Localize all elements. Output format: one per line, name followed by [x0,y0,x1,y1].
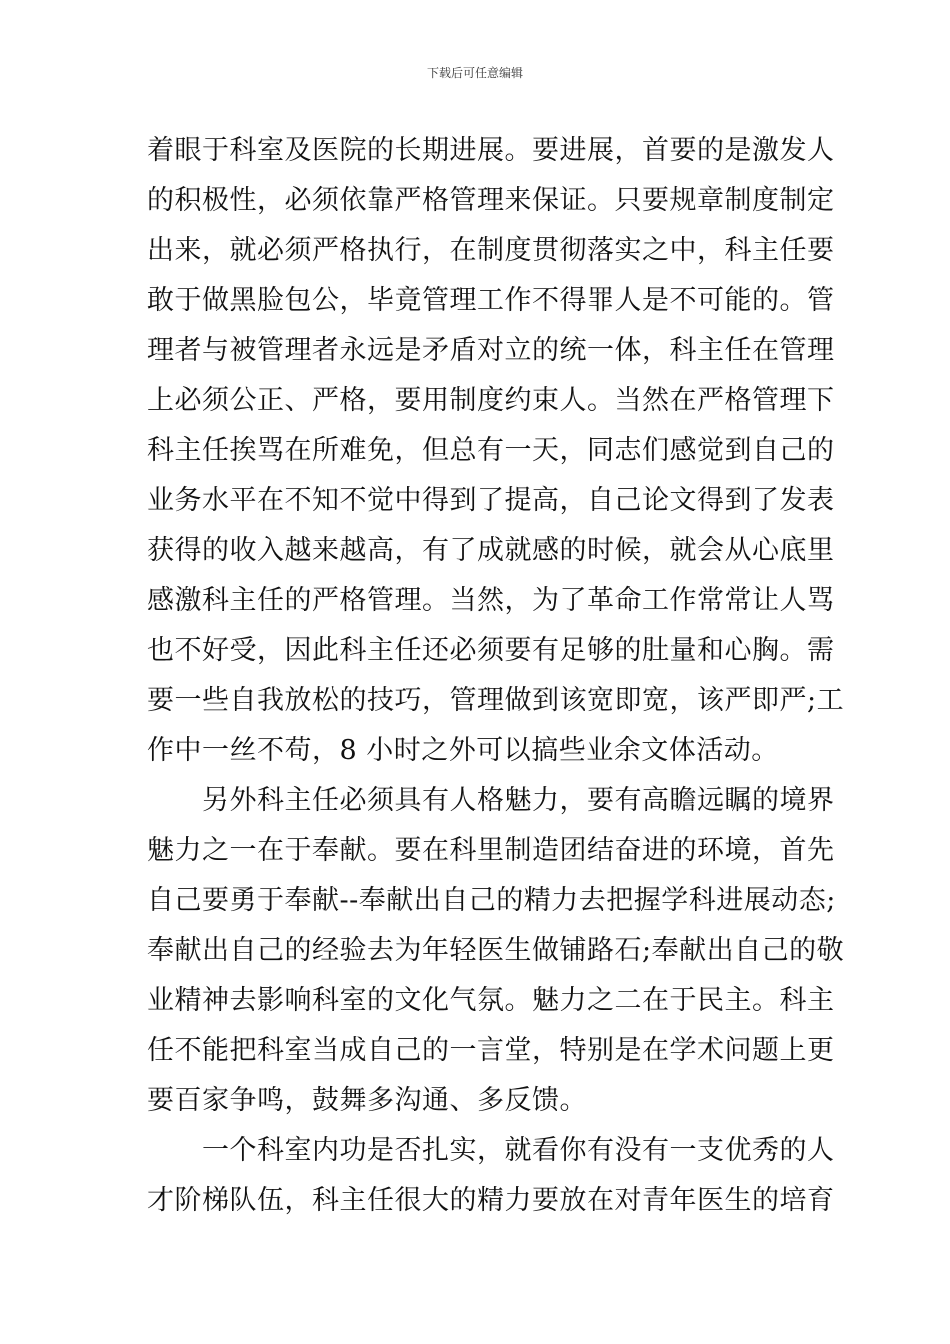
text-line: 敢于做黑脸包公，毕竟管理工作不得罪人是不可能的。管 [147,285,835,316]
text-line: 奉献出自己的经验去为年轻医生做铺路石;奉献出自己的敬 [147,935,845,966]
text-line: 也不好受，因此科主任还必须要有足够的肚量和心胸。需 [147,635,835,666]
paragraph-2 [147,778,845,1128]
text-line: 理者与被管理者永远是矛盾对立的统一体，科主任在管理 [147,335,835,366]
text-line: 任不能把科室当成自己的一言堂，特别是在学术问题上更 [147,1035,835,1066]
text-line: 着眼于科室及医院的长期进展。要进展，首要的是激发人 [147,135,835,166]
text-line: 感激科主任的严格管理。当然，为了革命工作常常让人骂 [147,585,835,616]
text-line: 才阶梯队伍，科主任很大的精力要放在对青年医生的培育 [147,1185,835,1216]
text-line: 出来，就必须严格执行，在制度贯彻落实之中，科主任要 [147,235,835,266]
text-line-indented: 一个科室内功是否扎实，就看你有没有一支优秀的人 [202,1135,835,1166]
paragraph-1 [147,128,845,778]
text-line: 作中一丝不苟，8 小时之外可以搞些业余文体活动。 [147,735,779,766]
text-line: 上必须公正、严格，要用制度约束人。当然在严格管理下 [147,385,835,416]
text-line: 的积极性，必须依靠严格管理来保证。只要规章制度制定 [147,185,835,216]
page-header: 下载后可任意编辑 [426,66,523,80]
text-line: 要百家争鸣，鼓舞多沟通、多反馈。 [147,1085,587,1116]
text-line: 要一些自我放松的技巧，管理做到该宽即宽，该严即严;工 [147,685,845,716]
text-line: 业务水平在不知不觉中得到了提高，自己论文得到了发表 [147,485,835,516]
paragraph-3 [147,1128,835,1228]
text-line: 自己要勇于奉献--奉献出自己的精力去把握学科进展动态; [147,885,836,916]
text-line: 科主任挨骂在所难免，但总有一天，同志们感觉到自己的 [147,435,835,466]
text-line: 获得的收入越来越高，有了成就感的时候，就会从心底里 [147,535,835,566]
text-line-indented: 另外科主任必须具有人格魅力，要有高瞻远瞩的境界 [202,785,835,816]
text-line: 业精神去影响科室的文化气氛。魅力之二在于民主。科主 [147,985,835,1016]
text-line: 魅力之一在于奉献。要在科里制造团结奋进的环境，首先 [147,835,835,866]
document-body [147,128,845,1228]
